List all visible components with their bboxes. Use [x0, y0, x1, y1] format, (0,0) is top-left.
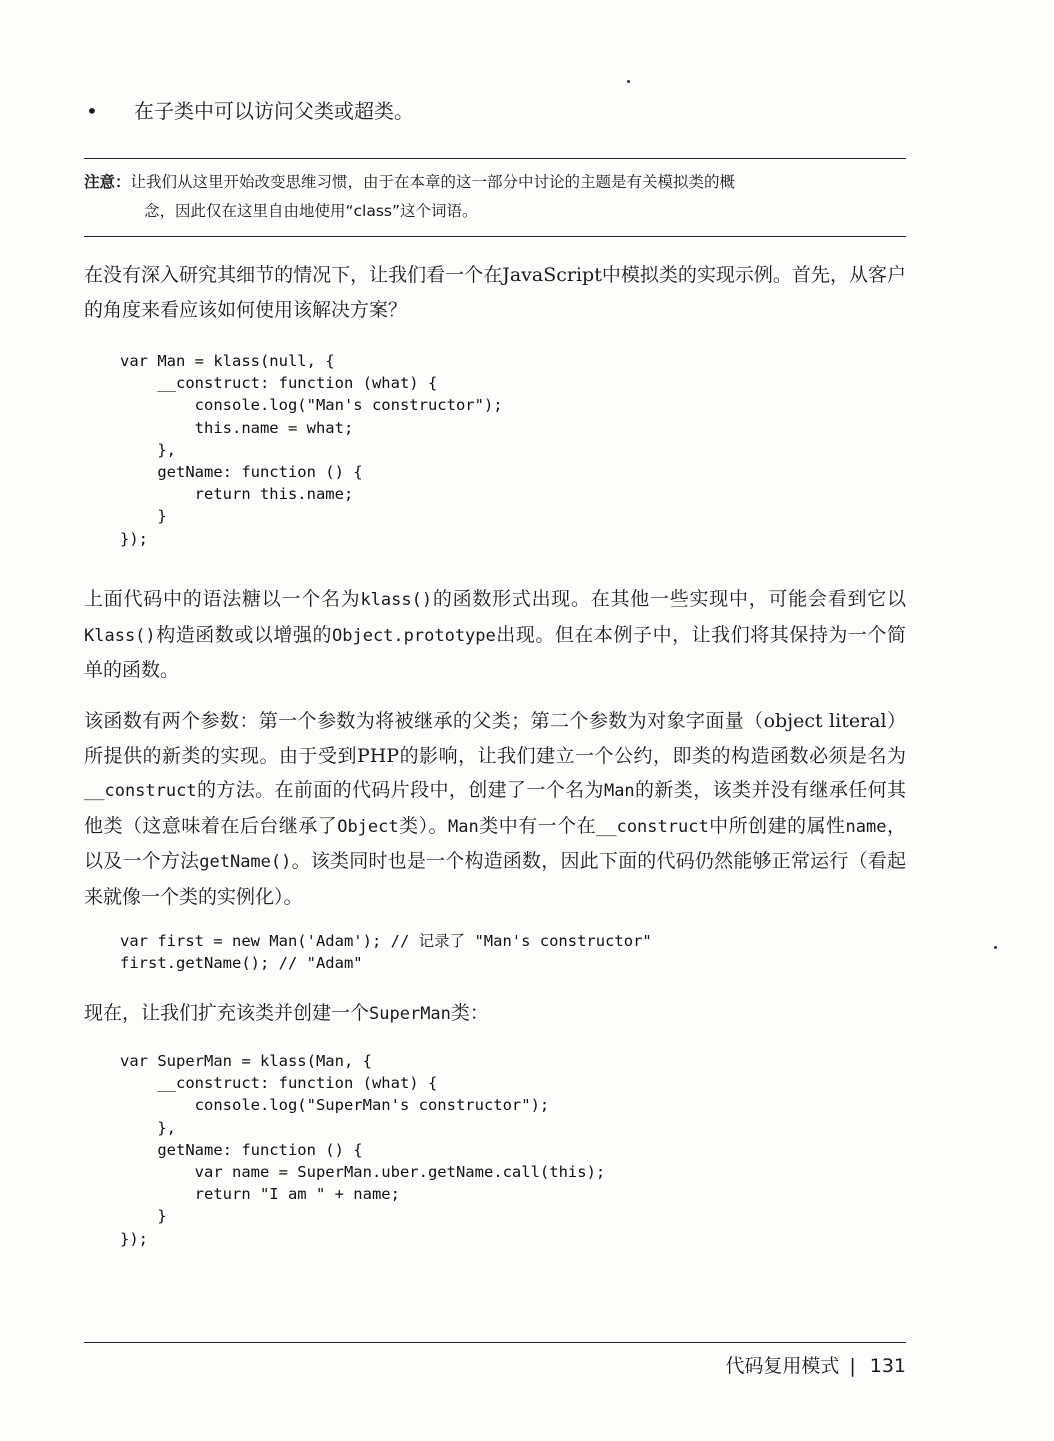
para1-text-b: JavaScript [502, 264, 602, 286]
para3-code-getname: getName() [199, 852, 292, 872]
para1-text-a: 在没有深入研究其细节的情况下，让我们看一个在 [84, 264, 503, 286]
para3-code-name: name [845, 816, 887, 837]
para3-code-man-2: Man [448, 816, 479, 837]
para2-text-e: 构造函数或以增强的 [155, 623, 332, 646]
para4-text-a: 现在，让我们扩充该类并创建一个 [84, 1002, 370, 1024]
para4-code-superman: SuperMan [369, 1004, 451, 1024]
para2-code-klass: klass() [360, 590, 433, 610]
bullet-item [84, 96, 414, 126]
para3-text-c: 的方法。在前面的代码片段中，创建了一个名为 [196, 779, 604, 801]
footer-rule [84, 1342, 906, 1343]
code-block-superman: var SuperMan = klass(Man, { __construct: function (what) { console.log("SuperMan's constructor"); }, getName: function () { var name = SuperMan.uber.getName.call(this); return "I am " + name; } }); [120, 1052, 606, 1248]
para1-text-c: 中模拟类的实现示例。首先，从客户的角度来看应该如何使用该解决方案？ [84, 264, 906, 321]
para3-text-a: 该函数有两个参数：第一个参数为将被继承的父类；第二个参数为对象字面量（object literal）所提供的新类的实现。由于受到PHP的影响，让我们建立一个公约，即类的构造函数必须是名为 [84, 710, 906, 767]
note-line-1 [84, 168, 906, 197]
note-label: 注意： [84, 173, 131, 191]
bullet-symbol: • [86, 99, 98, 123]
para3-code-construct: __construct [84, 781, 197, 801]
para2-text-g: 出现。但在本例子中，让我们将其保持为一个简单的函数。 [84, 623, 906, 681]
scan-speck [994, 946, 997, 949]
page-footer [725, 1352, 906, 1380]
note-box [84, 168, 906, 226]
code-block-man: var Man = klass(null, { __construct: function (what) { console.log("Man's constructor"); this.name = what; }, getName: function () { return this.name; } }); [120, 352, 503, 548]
para3-text-m: ，以及一个方法 [84, 814, 906, 872]
bullet-text: 在子类中可以访问父类或超类。 [134, 99, 414, 123]
para3-text-k: 中所创建的属性 [708, 814, 846, 837]
para3-text-i: 类中有一个在 [478, 814, 597, 837]
footer-separator: | [849, 1355, 856, 1377]
para3-text-e: 的新类，该类并没有继承任何其他类（这意味着在后台继承了 [84, 779, 906, 837]
para2-code-prototype: Object.prototype [332, 625, 496, 646]
code-block-first: var first = new Man('Adam'); // 记录了 "Man's constructor" first.getName(); // "Adam" [120, 932, 652, 973]
footer-chapter-title: 代码复用模式 [725, 1355, 840, 1377]
para3-code-object: Object [337, 816, 399, 837]
para3-code-construct-2: __construct [596, 816, 709, 837]
note-top-rule [84, 158, 906, 159]
para4-text-c: 类： [450, 1002, 489, 1024]
para3-code-man: Man [603, 781, 635, 801]
book-page [84, 0, 906, 1441]
paragraph-params [84, 704, 906, 914]
note-line-2: 念，因此仅在这里自由地使用“class”这个词语。 [144, 202, 478, 220]
para2-text-c: 的函数形式出现。在其他一些实现中，可能会看到它以 [432, 588, 906, 610]
scan-speck [627, 80, 630, 83]
para2-text-a: 上面代码中的语法糖以一个名为 [84, 588, 361, 610]
note-bottom-rule [84, 236, 906, 237]
para2-code-klass-ctor: Klass() [84, 625, 156, 646]
paragraph-intro [84, 258, 906, 327]
para3-text-g: 类）。 [398, 814, 449, 837]
paragraph-superman [84, 996, 906, 1032]
para3-text-o: 。该类同时也是一个构造函数，因此下面的代码仍然能够正常运行（看起来就像一个类的实例化）。 [84, 850, 906, 908]
note-text-1: 让我们从这里开始改变思维习惯，由于在本章的这一部分中讨论的主题是有关模拟类的概 [130, 173, 736, 191]
paragraph-klass [84, 582, 906, 688]
footer-page-number: 131 [869, 1355, 906, 1377]
